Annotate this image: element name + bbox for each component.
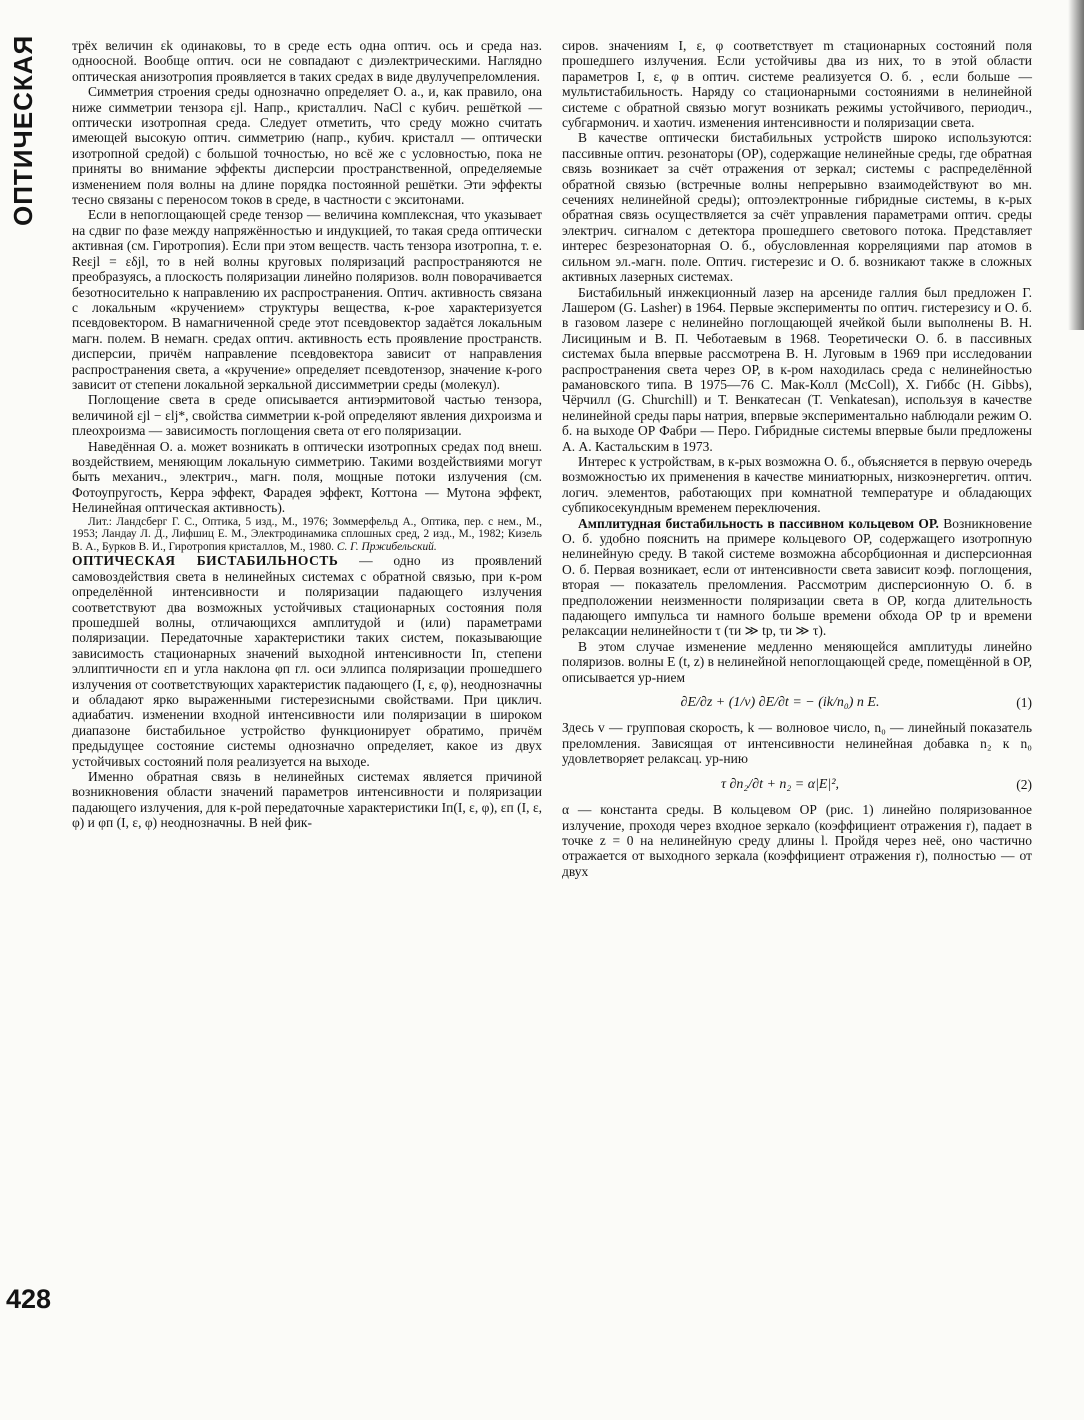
paragraph: Здесь v — групповая скорость, k — волновое число, n₀ — линейный показатель преломления. Зависящая от интенсивности нелинейная добавка n₂ к n₀ удовлетворяет релаксац. ур-нию bbox=[562, 720, 1032, 767]
section-start bbox=[562, 516, 1032, 639]
paragraph: В этом случае изменение медленно меняющейся амплитуды линейно поляризов. волны E (t, z) в нелинейной непоглощающей среде, помещённой в ОР, описывается ур-нием bbox=[562, 638, 1032, 685]
equation-2-number: (2) bbox=[1016, 776, 1032, 792]
equation-2-body: τ ∂n₂/∂t + n₂ = α|E|², bbox=[720, 776, 840, 792]
equation-1 bbox=[562, 695, 1032, 710]
literature-author: С. Г. Пржибельский. bbox=[336, 540, 437, 553]
paragraph: сиров. значениям I, ε, φ соответствует m стационарных состояний поля прошедшего излучения. Если устойчивы два из них, то в этой области параметров I, ε, φ в оптич. системе реализуется О. б. , если больше — мультистабильность. Наряду со стационарными состояниями в нелинейной системе с обратной связью могут возникать режимы устойчивого, периодич., субгармонич. и хаотич. изменения интенсивности и поляризации света. bbox=[562, 38, 1032, 131]
article-headword: ОПТИЧЕСКАЯ БИСТАБИЛЬНОСТЬ bbox=[72, 553, 339, 569]
running-header: ОПТИЧЕСКАЯ bbox=[8, 34, 38, 226]
paragraph: Именно обратная связь в нелинейных системах является причиной возникновения области значений параметров интенсивности и поляризации падающего излучения, для к-рой передаточные характеристики Iп(I, ε, φ), εп (I, ε, φ) и φп (I, ε, φ) неоднозначны. В ней фик- bbox=[72, 769, 542, 831]
equation-1-body: ∂E/∂z + (1/v) ∂E/∂t = − (ik/n₀) n E. bbox=[680, 695, 880, 711]
right-column bbox=[562, 38, 1032, 879]
paragraph: трёх величин εk одинаковы, то в среде есть одна оптич. ось и среда наз. одноосной. Вообще оптич. оси не совпадают с диэлектрическими. Наглядно оптическая анизотропия проявляется в таких средах в виде двулучепреломления. bbox=[72, 38, 542, 84]
section-subheading: Амплитудная бистабильность в пассивном кольцевом ОР. bbox=[578, 515, 939, 531]
paragraph: Симметрия строения среды однозначно определяет О. а., и, как правило, она ниже симметрии тензора εjl. Напр., кристаллич. NaCl с кубич. решёткой — оптически изотропная среда. Следует отметить, что среду можно считать имеющей высокую оптич. симметрию (напр., кубич. кристалл — оптически изотропной средой) с большой точностью, но всё же с условностью, пока не приняты во внимание эффекты дисперсии пространственной, определяемые изменением поля волны на длине порядка постоянной решётки. Эти эффекты тесно связаны с переносом токов в среде, в частности с экситонами. bbox=[72, 84, 542, 208]
paragraph: В качестве оптически бистабильных устройств широко используются: пассивные оптич. резонаторы (ОР), содержащие нелинейные среды, где обратная связь возникает за счёт отражения от зеркал; системы с распределённой обратной связью (встречные волны непрерывно взаимодействуют во мн. сечениях нелинейной среды); оптоэлектронные гибридные системы, в к-рых обратная связь осуществляется за счёт управления параметрами оптич. среды электрич. сигналом с детектора прошедшего светового потока. Представляет интерес безрезонаторная О. б., обусловленная корреляциями пар атомов в сильном эл.-магн. поле. Оптич. гистерезис и О. б. возникают также в сложных активных лазерных системах. bbox=[562, 130, 1032, 285]
article-intro: — одно из проявлений самовоздействия света в нелинейных системах с обратной связью, при к-ром определённой интенсивности и поляризации падающего излучения соответствуют два возможных устойчивых стационарных состояния поля прошедшей волны, отличающихся амплитудой и (или) параметрами поляризации. Передаточные характеристики таких систем, показывающие зависимость стационарных значений выходной интенсивности Iп, степени эллиптичности εп и угла наклона φп гл. оси эллипса поляризации прошедшего излучения от соответствующих характеристик падающего (I, ε, φ), неоднозначны и обладают ярко выраженными гистерезисными свойствами. При циклич. адиабатич. изменении входной интенсивности или поляризации в широком диапазоне бистабильное устройство функционирует обратимо, причём предыдущее состояние системы однозначно определяет, какое из двух устойчивых состояний поля реализуется на выходе. bbox=[72, 553, 542, 769]
paragraph: Если в непоглощающей среде тензор — величина комплексная, что указывает на сдвиг по фазе между напряжённостью и индукцией, то такая среда оптически активная (см. Гиротропия). Если при этом веществ. часть тензора изотропна, т. е. Reεjl = εδjl, то в ней волны круговых поляризаций распространяются не преобразуясь, а плоскость поляризации линейно поляризов. волн поворачивается безотносительно к направлению их распространения. Оптич. активность связана с локальным «кручением» структуры вещества, к-рое характеризуется псевдовектором. В намагниченной среде этот псевдовектор задаётся локальным магн. полем. В немагн. средах оптич. активность есть проявление пространств. дисперсии, причём направление псевдовектора зависит от направления распространения света, а «кручение» определяет псевдотензор, значение к-рого зависит от степени локальной зеркальной диссимметрии среды (молекул). bbox=[72, 207, 542, 392]
equation-2 bbox=[562, 777, 1032, 792]
left-column bbox=[72, 38, 542, 831]
page-number: 428 bbox=[6, 1284, 52, 1314]
section-text: Возникновение О. б. удобно пояснить на примере кольцевого ОР, содержащего изотропную нелинейную среду. В такой системе возможна абсорбционная и дисперсионная О. б. Первая возникает, если от интенсивности света зависит коэф. поглощения, вторая — показатель преломления. Рассмотрим дисперсионную О. б. в предположении неизменности поляризации света в ОР, когда длительность падающего импульса τи намного больше времени обхода ОР tр и времени релаксации нелинейности τ (τи ≫ tр, τи ≫ τ). bbox=[562, 515, 1032, 639]
paragraph: Поглощение света в среде описывается антиэрмитовой частью тензора, величиной εjl − εlj*, свойства симметрии к-рой определяют явления дихроизма и плеохроизма — зависимость поглощения света от его поляризации. bbox=[72, 392, 542, 439]
paragraph: Бистабильный инжекционный лазер на арсениде галлия был предложен Г. Лашером (G. Lasher) в 1964. Первые эксперименты по оптич. гистерезису и О. б. в газовом лазере с нелинейно поглощающей ячейкой были выполнены В. Н. Лисициным и В. П. Чеботаевым в 1968. Теоретически О. б. в пассивных системах была впервые рассмотрена В. Н. Луговым в 1969 при исследовании распространения света через ОР, в к-ром находилась среда с нелинейностью рамановского типа. В 1975—76 С. Мак-Колл (McColl), Х. Гиббс (H. Gibbs), Чёрчилл (G. Churchill) и Т. Венкатесан (T. Venkatesan), используя в качестве нелинейной среды пары натрия, впервые экспериментально наблюдали режим О. б. на выходе ОР Фабри — Перо. Гибридные системы впервые были предложены А. А. Кастальским в 1973. bbox=[562, 284, 1032, 454]
paragraph: Интерес к устройствам, в к-рых возможна О. б., объясняется в первую очередь возможностью их применения в качестве миниатюрных, низкоэнергетич. оптич. логич. элементов, работающих при комнатной температуре и обладающих субпикосекундным временем переключения. bbox=[562, 453, 1032, 516]
literature-list bbox=[72, 516, 542, 554]
literature-refs: Лит.: Ландсберг Г. С., Оптика, 5 изд., М., 1976; Зоммерфельд А., Оптика, пер. с нем., М., 1953; Ландау Л. Д., Лифшиц Е. М., Электродинамика сплошных сред, 2 изд., М., 1982; Кизель В. А., Бурков В. И., Гиротропия кристаллов, М., 1980. bbox=[72, 515, 542, 553]
article-start bbox=[72, 553, 542, 769]
paragraph: Наведённая О. а. может возникать в оптически изотропных средах под внеш. воздействием, меняющим локальную симметрию. Такими воздействиями могут быть механич., электрич., магн. поля, мощные потоки излучения (см. Фотоупругость, Керра эффект, Фарадея эффект, Коттона — Мутона эффект, Нелинейная оптическая активность). bbox=[72, 438, 542, 516]
paragraph: α — константа среды. В кольцевом ОР (рис. 1) линейно поляризованное излучение, проходя через входное зеркало (коэффициент отражения r), падает в точке z = 0 на нелинейную среду длины l. Пройдя через неё, оно частично отражается от выходного зеркала (коэффициент отражения r), полностью — от двух bbox=[562, 802, 1032, 879]
equation-1-number: (1) bbox=[1016, 695, 1032, 711]
scan-edge-shadow bbox=[1068, 0, 1084, 330]
